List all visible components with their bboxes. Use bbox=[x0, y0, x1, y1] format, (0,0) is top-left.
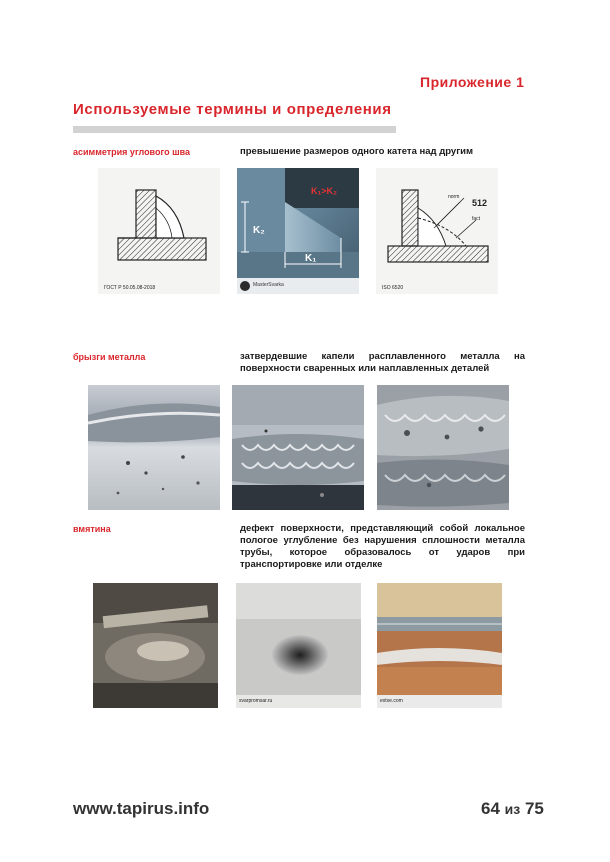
spatter-photo-1 bbox=[88, 385, 220, 510]
page-total: 75 bbox=[524, 799, 544, 818]
label-fact: fact bbox=[472, 216, 481, 222]
term-spatter: брызги металла bbox=[73, 352, 146, 362]
page-number bbox=[481, 799, 544, 819]
dent-photo-3-caption: extxe.com bbox=[380, 698, 403, 704]
definition-asymmetry: превышение размеров одного катета над другим bbox=[240, 146, 474, 157]
label-norm: norm bbox=[448, 194, 460, 200]
label-k1: K₁ bbox=[305, 253, 317, 264]
spatter-photo-2 bbox=[232, 385, 364, 510]
fillet-weld-drawing bbox=[98, 168, 220, 294]
title-underline bbox=[73, 126, 396, 133]
fillet-weld-photo bbox=[237, 168, 359, 294]
page-of: из bbox=[504, 801, 521, 817]
label-formula: K₁>K₂ bbox=[311, 186, 337, 196]
label-512: 512 bbox=[472, 198, 488, 208]
iso-caption: ISO 6520 bbox=[382, 285, 404, 291]
spatter-photo-3 bbox=[377, 385, 509, 510]
iso-weld-drawing bbox=[376, 168, 498, 294]
photo-logo: MasterSvarka bbox=[253, 282, 284, 288]
term-dent: вмятина bbox=[73, 524, 111, 534]
page-current: 64 bbox=[481, 799, 500, 818]
fillet-weld-caption: ГОСТ Р 50.05.08-2018 bbox=[104, 285, 156, 291]
definition-spatter: затвердевшие капели расплавленного металла на поверхности сваренных или наплавленных деталей bbox=[240, 351, 525, 374]
dent-photo-2 bbox=[236, 583, 361, 708]
dent-photo-2-caption: svarpromsar.ru bbox=[239, 698, 273, 704]
dent-photo-1 bbox=[93, 583, 218, 708]
label-k2: K₂ bbox=[253, 225, 265, 236]
definition-dent: дефект поверхности, представляющий собой локальное пологое углубление без нарушения сплошности металла трубы, которое образовалось от ударов при транспортировке или отделке bbox=[240, 523, 525, 570]
term-asymmetry: асимметрия углового шва bbox=[73, 147, 191, 157]
appendix-heading: Приложение 1 bbox=[420, 74, 525, 90]
footer-url[interactable]: www.tapirus.info bbox=[73, 799, 210, 818]
page-title: Используемые термины и определения bbox=[73, 101, 392, 118]
dent-photo-3 bbox=[377, 583, 502, 708]
